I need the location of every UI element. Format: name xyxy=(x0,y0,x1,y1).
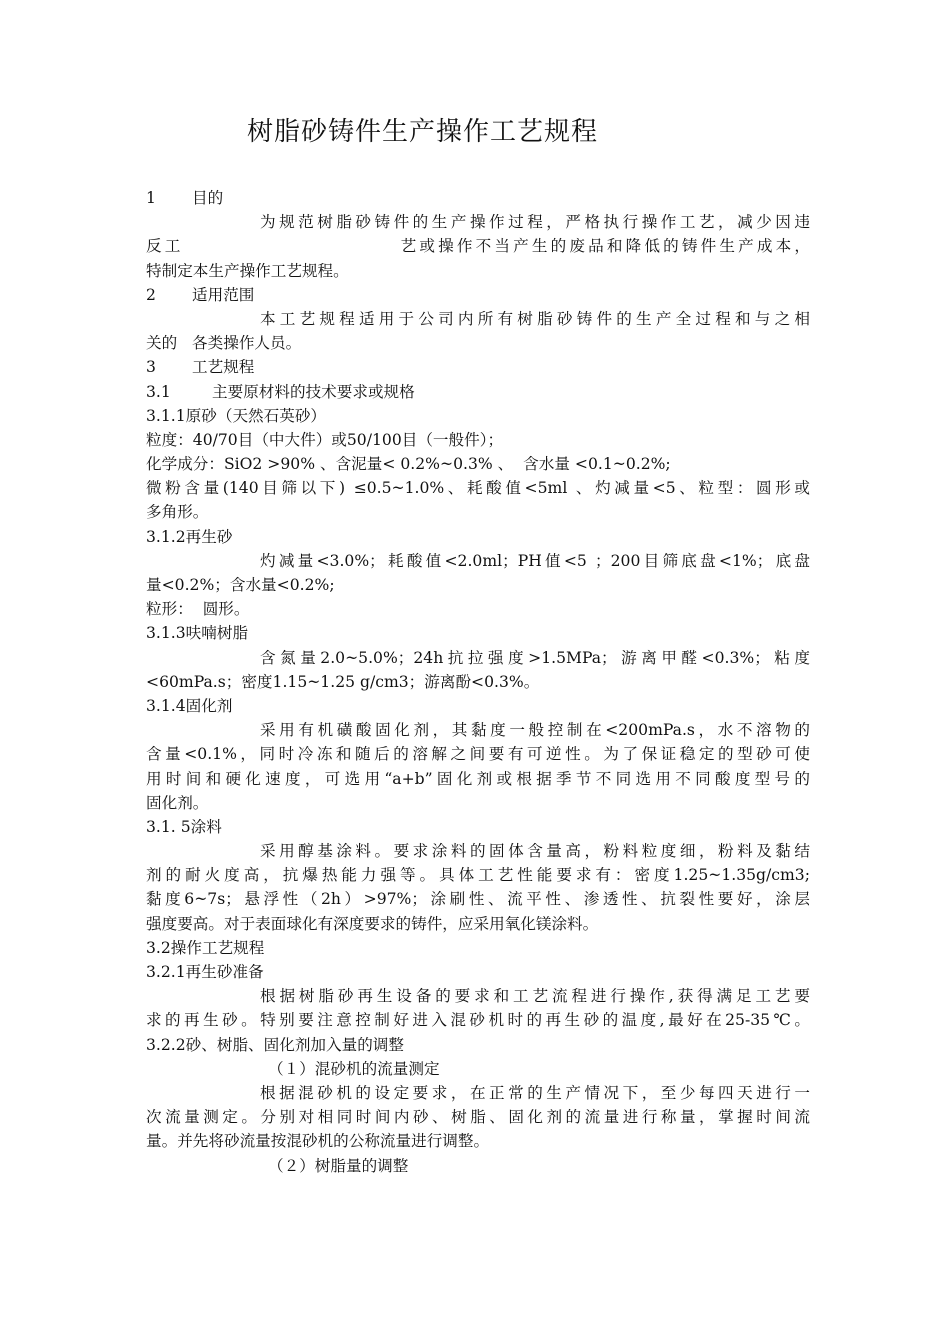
paragraph-line xyxy=(146,234,810,258)
subsection-heading: （１）混砂机的流量测定 xyxy=(268,1059,440,1078)
paragraph-line: 固化剂。 xyxy=(146,793,209,812)
paragraph-line: 本工艺规程适用于公司内所有树脂砂铸件的生产全过程和与之相 xyxy=(260,309,810,328)
paragraph-line: 量<0.2%；含水量<0.2%; xyxy=(146,576,335,594)
section-title: 适用范围 xyxy=(192,285,255,304)
paragraph-line: 化学成分：SiO2 >90% 、含泥量< 0.2%~0.3% 、 含水量 <0.1~0.2%; xyxy=(146,455,671,474)
paragraph-line: 次流量测定。分别对相同时间内砂、树脂、固化剂的流量进行称量，掌握时间流 xyxy=(146,1108,810,1127)
text-fragment: 艺或操作不当产生的废品和降低的铸件生产成本， xyxy=(397,237,810,256)
section-title: 目的 xyxy=(192,189,224,207)
section-number: 3.1 xyxy=(146,382,171,401)
section-3-1-3-heading: 3.1.3呋喃树脂 xyxy=(146,624,249,643)
section-3-2-heading: 3.2操作工艺规程 xyxy=(146,938,265,957)
paragraph-line: 含量<0.1%，同时冷冻和随后的溶解之间要有可逆性。为了保证稳定的型砂可使 xyxy=(146,745,810,764)
paragraph-line: 黏度6~7s；悬浮性（2h）>97%；涂刷性、流平性、渗透性、抗裂性要好，涂层 xyxy=(146,890,810,909)
paragraph-line: 强度要高。对于表面球化有深度要求的铸件，应采用氧化镁涂料。 xyxy=(146,914,599,933)
section-number: 1 xyxy=(146,189,156,207)
paragraph-line: 求的再生砂。特别要注意控制好进入混砂机时的再生砂的温度,最好在25-35℃。 xyxy=(146,1011,810,1030)
paragraph-line: 灼减量<3.0%；耗酸值<2.0ml；PH值<5 ；200目筛底盘<1%；底盘 xyxy=(260,551,810,570)
paragraph-line: 微粉含量(140目筛以下) ≤0.5~1.0%、耗酸值<5ml 、灼减量<5、粒型：圆形或 xyxy=(146,479,810,498)
paragraph-line: 含氮量2.0~5.0%；24h抗拉强度>1.5MPa；游离甲醛<0.3%；粘度 xyxy=(260,648,810,667)
section-3-heading xyxy=(146,355,810,379)
section-3-1-1-heading: 3.1.1原砂（天然石英砂） xyxy=(146,406,327,425)
paragraph-line: 采用有机磺酸固化剂，其黏度一般控制在<200mPa.s，水不溶物的 xyxy=(260,721,810,740)
section-3-1-4-heading: 3.1.4固化剂 xyxy=(146,696,233,715)
section-3-2-2-heading: 3.2.2砂、树脂、固化剂加入量的调整 xyxy=(146,1035,404,1054)
section-3-2-1-heading: 3.2.1再生砂准备 xyxy=(146,963,264,981)
document-title: 树脂砂铸件生产操作工艺规程 xyxy=(247,117,599,147)
document-body xyxy=(146,186,810,1178)
section-3-1-2-heading: 3.1.2再生砂 xyxy=(146,527,233,546)
paragraph-line: 特制定本生产操作工艺规程。 xyxy=(146,261,349,280)
paragraph-line: 根据混砂机的设定要求，在正常的生产情况下，至少每四天进行一 xyxy=(260,1083,810,1102)
paragraph-line: 剂的耐火度高，抗爆热能力强等。具体工艺性能要求有：密度1.25~1.35g/cm3; xyxy=(146,866,810,885)
paragraph-line: <60mPa.s；密度1.15~1.25 g/cm3；游离酚<0.3%。 xyxy=(146,672,540,691)
text-fragment: 反工 xyxy=(146,237,184,256)
paragraph-line: 用时间和硬化速度，可选用“a+b”固化剂或根据季节不同选用不同酸度型号的 xyxy=(146,769,810,788)
section-2-heading xyxy=(146,283,810,307)
section-1-heading xyxy=(146,186,810,210)
paragraph-line: 多角形。 xyxy=(146,503,209,522)
section-3-1-5-heading: 3.1. 5涂料 xyxy=(146,817,222,836)
section-3-1-heading xyxy=(146,380,810,404)
section-title: 主要原材料的技术要求或规格 xyxy=(212,382,415,401)
paragraph-line: 为规范树脂砂铸件的生产操作过程，严格执行操作工艺，减少因违 xyxy=(260,213,810,232)
paragraph-line: 关的 各类操作人员。 xyxy=(146,334,302,353)
section-number: 2 xyxy=(146,285,156,304)
paragraph-line: 采用醇基涂料。要求涂料的固体含量高，粉料粒度细，粉料及黏结 xyxy=(260,842,810,861)
paragraph-line: 粒度：40/70目（中大件）或50/100目（一般件）； xyxy=(146,430,504,449)
paragraph-line: 根据树脂砂再生设备的要求和工艺流程进行操作,获得满足工艺要 xyxy=(260,987,810,1006)
section-number: 3 xyxy=(146,358,156,377)
paragraph-line: 粒形： 圆形。 xyxy=(146,600,250,619)
subsection-heading: （２）树脂量的调整 xyxy=(268,1156,409,1175)
paragraph-line: 量。并先将砂流量按混砂机的公称流量进行调整。 xyxy=(146,1132,490,1151)
section-title: 工艺规程 xyxy=(192,358,255,377)
